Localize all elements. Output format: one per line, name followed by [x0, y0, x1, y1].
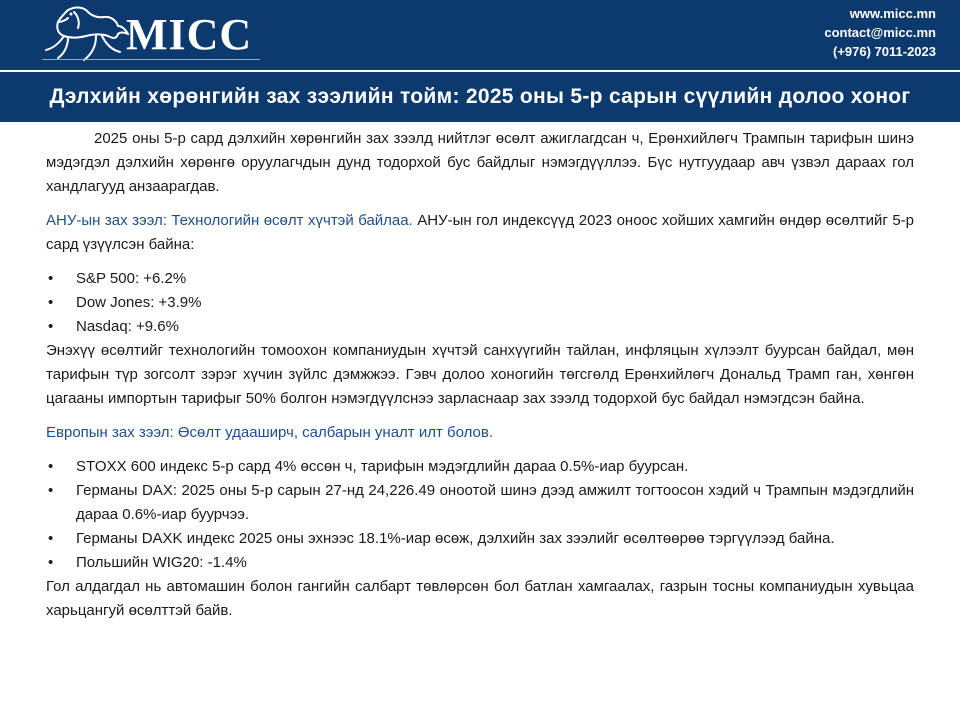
article-body — [46, 127, 914, 623]
list-item: • S&P 500: +6.2% — [46, 267, 914, 291]
list-item: • Польшийн WIG20: -1.4% — [46, 551, 914, 575]
bullet: • — [48, 482, 54, 499]
bullet: • — [48, 270, 54, 287]
bullet: • — [48, 458, 54, 475]
logo-underline — [42, 59, 260, 60]
header-banner — [0, 0, 960, 122]
list-item: • Nasdaq: +9.6% — [46, 315, 914, 339]
eu-heading: Европын зах зээл: Өсөлт удааширч, салбарын уналт илт болов. — [46, 424, 494, 441]
intro-paragraph: 2025 оны 5-р сард дэлхийн хөрөнгийн зах зээлд нийтлэг өсөлт ажиглагдсан ч, Ерөнхийлөгч Трампын тарифын шинэ мэдэгдэл дэлхийн хөрөнгө оруулагчдын дунд тодорхой бус байдлыг нэмэгдүүллээ. Бүс нутгуудаар авч үзвэл дараах гол хандлагууд анзаарагдав. — [46, 130, 914, 195]
bullet: • — [48, 554, 54, 571]
us-paragraph — [46, 209, 914, 257]
logo — [38, 0, 252, 68]
us-summary: Энэхүү өсөлтийг технологийн томоохон компаниудын хүчтэй санхүүгийн тайлан, инфляцын хүлээлт буурсан байдал, мөн тарифын түр зогсолт зэрэг хүчин зүйлс дэмжжээ. Гэвч долоо хоногийн төгсгөлд Ерөнхийлөгч Дональд Трамп ган, хөнгөн цагааны импортын тарифыг 50% болгон нэмэгдүүлснээ зарласнаар зах зээлд тодорхой бус байдал нэмэгдсэн байна. — [46, 342, 914, 407]
page-title: Дэлхийн хөрөнгийн зах зээлийн тойм: 2025 оны 5-р сарын сүүлийн долоо хоног — [49, 85, 911, 108]
list-item: • Германы DAX: 2025 оны 5-р сарын 27-нд 24,226.49 оноотой шинэ дээд амжилт тогтоосон хэдий ч Трампын мэдэгдлийн дараа 0.6%-иар буурчээ. — [46, 479, 914, 527]
us-heading: АНУ-ын зах зээл: Технологийн өсөлт хүчтэй байлаа. — [46, 212, 413, 229]
list-item: • Dow Jones: +3.9% — [46, 291, 914, 315]
phone-number: (+976) 7011-2023 — [832, 44, 936, 59]
eu-summary: Гол алдагдал нь автомашин болон гангийн салбарт төвлөрсөн бол батлан хамгаалах, газрын тосны компаниудын хувьцаа харьцангуй өсөлттэй байв. — [46, 578, 914, 619]
bullet: • — [48, 294, 54, 311]
bullet: • — [48, 318, 54, 335]
horse-icon — [38, 4, 130, 64]
list-item: • STOXX 600 индекс 5-р сард 4% өссөн ч, тарифын мэдэгдлийн дараа 0.5%-иар буурсан. — [46, 455, 914, 479]
email-link[interactable]: contact@micc.mn — [824, 25, 936, 40]
bullet: • — [48, 530, 54, 547]
brand-name: MICC — [126, 9, 253, 59]
website-link[interactable]: www.micc.mn — [849, 6, 936, 21]
contact-block — [824, 4, 936, 61]
us-text: АНУ-ын гол индексүүд 2023 оноос хойших хамгийн өндөр өсөлтийг 5-р сард үзүүлсэн байна: — [46, 212, 914, 253]
us-index-list — [46, 267, 914, 339]
eu-index-list — [46, 455, 914, 575]
list-item: • Германы DAXK индекс 2025 оны эхнээс 18.1%-иар өсөж, дэлхийн зах зээлийг өсөлтөөрөө тэргүүлээд байна. — [46, 527, 914, 551]
